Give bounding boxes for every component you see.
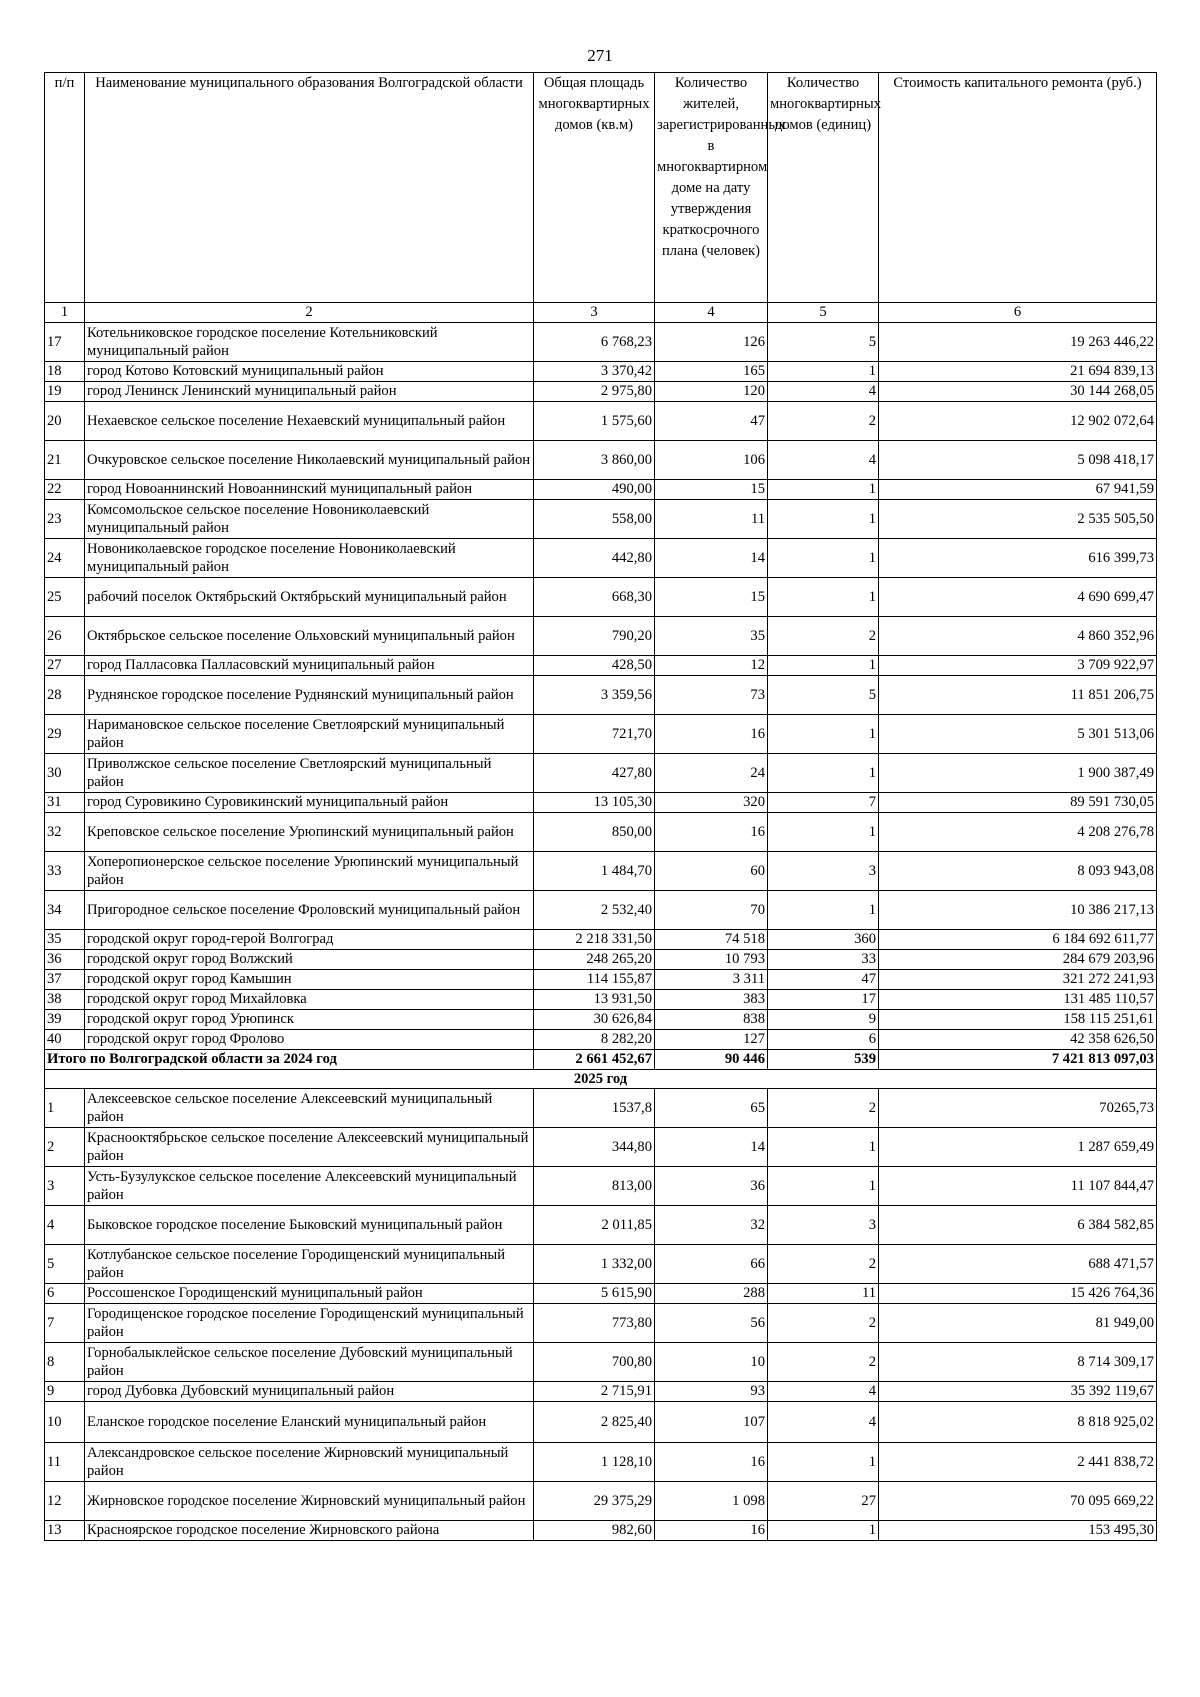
residents-value: 16: [655, 1443, 768, 1482]
houses-value: 1: [768, 362, 879, 382]
total-cost: 7 421 813 097,03: [879, 1050, 1157, 1070]
row-number: 20: [45, 402, 85, 441]
houses-value: 5: [768, 676, 879, 715]
table-row: [45, 813, 1157, 852]
cost-value: 2 535 505,50: [879, 500, 1157, 539]
row-number: 2: [45, 1128, 85, 1167]
table-row: [45, 656, 1157, 676]
column-number: 4: [655, 303, 768, 323]
area-value: 8 282,20: [534, 1030, 655, 1050]
municipality-name: Котлубанское сельское поселение Городищенский муниципальный район: [85, 1245, 534, 1284]
area-value: 2 715,91: [534, 1382, 655, 1402]
residents-value: 127: [655, 1030, 768, 1050]
residents-value: 65: [655, 1089, 768, 1128]
table-row: [45, 1089, 1157, 1128]
residents-value: 70: [655, 891, 768, 930]
municipality-name: городской округ город Михайловка: [85, 990, 534, 1010]
table-row: [45, 441, 1157, 480]
cost-value: 6 184 692 611,77: [879, 930, 1157, 950]
page-number: 271: [587, 46, 613, 65]
row-number: 23: [45, 500, 85, 539]
municipality-name: Красноярское городское поселение Жирновского района: [85, 1521, 534, 1541]
municipality-name: Котельниковское городское поселение Котельниковский муниципальный район: [85, 323, 534, 362]
table-row: [45, 1304, 1157, 1343]
cost-value: 131 485 110,57: [879, 990, 1157, 1010]
row-number: 30: [45, 754, 85, 793]
cost-value: 11 851 206,75: [879, 676, 1157, 715]
residents-value: 120: [655, 382, 768, 402]
houses-value: 2: [768, 617, 879, 656]
municipality-name: Руднянское городское поселение Руднянский муниципальный район: [85, 676, 534, 715]
houses-value: 2: [768, 1343, 879, 1382]
table-row: [45, 402, 1157, 441]
row-number: 24: [45, 539, 85, 578]
municipality-name: Еланское городское поселение Еланский муниципальный район: [85, 1402, 534, 1443]
row-number: 38: [45, 990, 85, 1010]
table-row: [45, 578, 1157, 617]
area-value: 3 860,00: [534, 441, 655, 480]
cost-value: 70 095 669,22: [879, 1482, 1157, 1521]
municipality-name: Краснооктябрьское сельское поселение Алексеевский муниципальный район: [85, 1128, 534, 1167]
houses-value: 4: [768, 1402, 879, 1443]
area-value: 30 626,84: [534, 1010, 655, 1030]
table-row: [45, 1167, 1157, 1206]
residents-value: 1 098: [655, 1482, 768, 1521]
houses-value: 1: [768, 1128, 879, 1167]
total-area: 2 661 452,67: [534, 1050, 655, 1070]
row-number: 35: [45, 930, 85, 950]
municipality-name: город Палласовка Палласовский муниципальный район: [85, 656, 534, 676]
table-row: [45, 1443, 1157, 1482]
area-value: 773,80: [534, 1304, 655, 1343]
column-number: 2: [85, 303, 534, 323]
residents-value: 12: [655, 656, 768, 676]
houses-value: 3: [768, 1206, 879, 1245]
cost-value: 284 679 203,96: [879, 950, 1157, 970]
table-body: [45, 323, 1157, 1541]
houses-value: 4: [768, 441, 879, 480]
municipality-name: Комсомольское сельское поселение Новониколаевский муниципальный район: [85, 500, 534, 539]
cost-value: 21 694 839,13: [879, 362, 1157, 382]
residents-value: 47: [655, 402, 768, 441]
houses-value: 6: [768, 1030, 879, 1050]
cost-value: 8 714 309,17: [879, 1343, 1157, 1382]
area-value: 1 128,10: [534, 1443, 655, 1482]
residents-value: 106: [655, 441, 768, 480]
houses-value: 3: [768, 852, 879, 891]
area-value: 1 575,60: [534, 402, 655, 441]
municipality-name: Городищенское городское поселение Городищенский муниципальный район: [85, 1304, 534, 1343]
municipality-name: городской округ город-герой Волгоград: [85, 930, 534, 950]
header-cost: Стоимость капитального ремонта (руб.): [879, 73, 1157, 303]
area-value: 700,80: [534, 1343, 655, 1382]
houses-value: 2: [768, 1304, 879, 1343]
row-number: 21: [45, 441, 85, 480]
municipality-name: Очкуровское сельское поселение Николаевский муниципальный район: [85, 441, 534, 480]
area-value: 790,20: [534, 617, 655, 656]
table-row: [45, 323, 1157, 362]
residents-value: 16: [655, 1521, 768, 1541]
row-number: 34: [45, 891, 85, 930]
municipality-name: Наримановское сельское поселение Светлоярский муниципальный район: [85, 715, 534, 754]
houses-value: 360: [768, 930, 879, 950]
cost-value: 70265,73: [879, 1089, 1157, 1128]
cost-value: 12 902 072,64: [879, 402, 1157, 441]
column-number: 6: [879, 303, 1157, 323]
cost-value: 1 900 387,49: [879, 754, 1157, 793]
row-number: 11: [45, 1443, 85, 1482]
area-value: 3 359,56: [534, 676, 655, 715]
table-row: [45, 362, 1157, 382]
table-row: [45, 1128, 1157, 1167]
table-row: [45, 1521, 1157, 1541]
residents-value: 60: [655, 852, 768, 891]
houses-value: 1: [768, 891, 879, 930]
cost-value: 153 495,30: [879, 1521, 1157, 1541]
cost-value: 321 272 241,93: [879, 970, 1157, 990]
cost-value: 15 426 764,36: [879, 1284, 1157, 1304]
area-value: 2 532,40: [534, 891, 655, 930]
houses-value: 1: [768, 578, 879, 617]
residents-value: 15: [655, 480, 768, 500]
cost-value: 158 115 251,61: [879, 1010, 1157, 1030]
residents-value: 36: [655, 1167, 768, 1206]
table-row: [45, 930, 1157, 950]
municipality-name: город Ленинск Ленинский муниципальный район: [85, 382, 534, 402]
row-number: 33: [45, 852, 85, 891]
table-row: [45, 617, 1157, 656]
municipality-name: город Суровикино Суровикинский муниципальный район: [85, 793, 534, 813]
table-row: [45, 676, 1157, 715]
residents-value: 24: [655, 754, 768, 793]
area-value: 813,00: [534, 1167, 655, 1206]
total-houses: 539: [768, 1050, 879, 1070]
area-value: 6 768,23: [534, 323, 655, 362]
row-number: 6: [45, 1284, 85, 1304]
area-value: 427,80: [534, 754, 655, 793]
row-number: 8: [45, 1343, 85, 1382]
area-value: 490,00: [534, 480, 655, 500]
municipality-name: Быковское городское поселение Быковский муниципальный район: [85, 1206, 534, 1245]
table-row: [45, 754, 1157, 793]
municipality-name: Алексеевское сельское поселение Алексеевский муниципальный район: [85, 1089, 534, 1128]
municipality-name: город Дубовка Дубовский муниципальный район: [85, 1382, 534, 1402]
row-number: 32: [45, 813, 85, 852]
municipality-name: Усть-Бузулукское сельское поселение Алексеевский муниципальный район: [85, 1167, 534, 1206]
municipality-name: Креповское сельское поселение Урюпинский муниципальный район: [85, 813, 534, 852]
residents-value: 126: [655, 323, 768, 362]
area-value: 29 375,29: [534, 1482, 655, 1521]
residents-value: 35: [655, 617, 768, 656]
cost-value: 11 107 844,47: [879, 1167, 1157, 1206]
municipality-name: Пригородное сельское поселение Фроловский муниципальный район: [85, 891, 534, 930]
table-row: [45, 950, 1157, 970]
row-number: 17: [45, 323, 85, 362]
area-value: 1537,8: [534, 1089, 655, 1128]
residents-value: 165: [655, 362, 768, 382]
cost-value: 6 384 582,85: [879, 1206, 1157, 1245]
houses-value: 1: [768, 480, 879, 500]
municipality-name: Нехаевское сельское поселение Нехаевский муниципальный район: [85, 402, 534, 441]
area-value: 2 975,80: [534, 382, 655, 402]
row-number: 13: [45, 1521, 85, 1541]
residents-value: 74 518: [655, 930, 768, 950]
residents-value: 10: [655, 1343, 768, 1382]
area-value: 721,70: [534, 715, 655, 754]
residents-value: 16: [655, 715, 768, 754]
row-number: 12: [45, 1482, 85, 1521]
capital-repair-table: [44, 72, 1157, 1541]
houses-value: 1: [768, 539, 879, 578]
area-value: 1 332,00: [534, 1245, 655, 1284]
municipality-name: город Котово Котовский муниципальный район: [85, 362, 534, 382]
area-value: 13 931,50: [534, 990, 655, 1010]
row-number: 3: [45, 1167, 85, 1206]
residents-value: 14: [655, 1128, 768, 1167]
cost-value: 30 144 268,05: [879, 382, 1157, 402]
residents-value: 838: [655, 1010, 768, 1030]
houses-value: 2: [768, 1245, 879, 1284]
area-value: 114 155,87: [534, 970, 655, 990]
houses-value: 5: [768, 323, 879, 362]
cost-value: 616 399,73: [879, 539, 1157, 578]
cost-value: 5 098 418,17: [879, 441, 1157, 480]
cost-value: 4 208 276,78: [879, 813, 1157, 852]
municipality-name: Приволжское сельское поселение Светлоярский муниципальный район: [85, 754, 534, 793]
houses-value: 1: [768, 813, 879, 852]
houses-value: 47: [768, 970, 879, 990]
residents-value: 15: [655, 578, 768, 617]
houses-value: 17: [768, 990, 879, 1010]
table-row: [45, 500, 1157, 539]
row-number: 4: [45, 1206, 85, 1245]
area-value: 668,30: [534, 578, 655, 617]
cost-value: 10 386 217,13: [879, 891, 1157, 930]
header-residents: Количество жителей, зарегистрированных в многоквартирном доме на дату утверждения краткосрочного плана (человек): [655, 73, 768, 303]
area-value: 428,50: [534, 656, 655, 676]
municipality-name: Октябрьское сельское поселение Ольховский муниципальный район: [85, 617, 534, 656]
municipality-name: городской округ город Волжский: [85, 950, 534, 970]
area-value: 982,60: [534, 1521, 655, 1541]
area-value: 248 265,20: [534, 950, 655, 970]
table-row: [45, 1206, 1157, 1245]
cost-value: 3 709 922,97: [879, 656, 1157, 676]
residents-value: 288: [655, 1284, 768, 1304]
row-number: 39: [45, 1010, 85, 1030]
table-row: [45, 382, 1157, 402]
houses-value: 11: [768, 1284, 879, 1304]
header-area: Общая площадь многоквартирных домов (кв.м): [534, 73, 655, 303]
municipality-name: Жирновское городское поселение Жирновский муниципальный район: [85, 1482, 534, 1521]
table-row: [45, 1482, 1157, 1521]
residents-value: 73: [655, 676, 768, 715]
houses-value: 4: [768, 1382, 879, 1402]
row-number: 18: [45, 362, 85, 382]
cost-value: 4 690 699,47: [879, 578, 1157, 617]
total-residents: 90 446: [655, 1050, 768, 1070]
row-number: 37: [45, 970, 85, 990]
municipality-name: городской округ город Урюпинск: [85, 1010, 534, 1030]
cost-value: 89 591 730,05: [879, 793, 1157, 813]
cost-value: 5 301 513,06: [879, 715, 1157, 754]
residents-value: 107: [655, 1402, 768, 1443]
row-number: 27: [45, 656, 85, 676]
municipality-name: Новониколаевское городское поселение Новониколаевский муниципальный район: [85, 539, 534, 578]
residents-value: 32: [655, 1206, 768, 1245]
area-value: 558,00: [534, 500, 655, 539]
municipality-name: город Новоаннинский Новоаннинский муниципальный район: [85, 480, 534, 500]
municipality-name: рабочий поселок Октябрьский Октябрьский муниципальный район: [85, 578, 534, 617]
row-number: 40: [45, 1030, 85, 1050]
table-row: [45, 970, 1157, 990]
table-row: [45, 1284, 1157, 1304]
houses-value: 1: [768, 500, 879, 539]
table-row: [45, 1402, 1157, 1443]
row-number: 31: [45, 793, 85, 813]
header-municipality: Наименование муниципального образования Волгоградской области: [85, 73, 534, 303]
houses-value: 1: [768, 656, 879, 676]
residents-value: 93: [655, 1382, 768, 1402]
municipality-name: Горнобалыклейское сельское поселение Дубовский муниципальный район: [85, 1343, 534, 1382]
houses-value: 1: [768, 715, 879, 754]
column-number: 5: [768, 303, 879, 323]
table-row: [45, 1010, 1157, 1030]
area-value: 2 218 331,50: [534, 930, 655, 950]
cost-value: 67 941,59: [879, 480, 1157, 500]
municipality-name: городской округ город Фролово: [85, 1030, 534, 1050]
houses-value: 2: [768, 1089, 879, 1128]
table-row: [45, 793, 1157, 813]
municipality-name: Россошенское Городищенский муниципальный район: [85, 1284, 534, 1304]
row-number: 7: [45, 1304, 85, 1343]
cost-value: 81 949,00: [879, 1304, 1157, 1343]
houses-value: 4: [768, 382, 879, 402]
residents-value: 66: [655, 1245, 768, 1284]
area-value: 850,00: [534, 813, 655, 852]
cost-value: 1 287 659,49: [879, 1128, 1157, 1167]
residents-value: 320: [655, 793, 768, 813]
cost-value: 35 392 119,67: [879, 1382, 1157, 1402]
cost-value: 8 093 943,08: [879, 852, 1157, 891]
area-value: 5 615,90: [534, 1284, 655, 1304]
residents-value: 14: [655, 539, 768, 578]
total-label: Итого по Волгоградской области за 2024 год: [45, 1050, 534, 1070]
cost-value: 4 860 352,96: [879, 617, 1157, 656]
row-number: 22: [45, 480, 85, 500]
cost-value: 42 358 626,50: [879, 1030, 1157, 1050]
houses-value: 1: [768, 1443, 879, 1482]
houses-value: 2: [768, 402, 879, 441]
residents-value: 16: [655, 813, 768, 852]
houses-value: 9: [768, 1010, 879, 1030]
header-houses: Количество многоквартирных домов (единиц): [768, 73, 879, 303]
column-number-row: [45, 303, 1157, 323]
area-value: 13 105,30: [534, 793, 655, 813]
area-value: 2 011,85: [534, 1206, 655, 1245]
area-value: 2 825,40: [534, 1402, 655, 1443]
residents-value: 11: [655, 500, 768, 539]
cost-value: 688 471,57: [879, 1245, 1157, 1284]
column-number: 3: [534, 303, 655, 323]
header-row-number: п/п: [45, 73, 85, 303]
houses-value: 1: [768, 754, 879, 793]
area-value: 1 484,70: [534, 852, 655, 891]
table-row: [45, 891, 1157, 930]
row-number: 5: [45, 1245, 85, 1284]
section-row: [45, 1070, 1157, 1089]
total-row: [45, 1050, 1157, 1070]
table-row: [45, 1382, 1157, 1402]
table-row: [45, 539, 1157, 578]
cost-value: 2 441 838,72: [879, 1443, 1157, 1482]
row-number: 19: [45, 382, 85, 402]
row-number: 1: [45, 1089, 85, 1128]
residents-value: 56: [655, 1304, 768, 1343]
municipality-name: Александровское сельское поселение Жирновский муниципальный район: [85, 1443, 534, 1482]
table-row: [45, 1245, 1157, 1284]
municipality-name: городской округ город Камышин: [85, 970, 534, 990]
row-number: 9: [45, 1382, 85, 1402]
area-value: 344,80: [534, 1128, 655, 1167]
area-value: 3 370,42: [534, 362, 655, 382]
table-row: [45, 990, 1157, 1010]
row-number: 10: [45, 1402, 85, 1443]
houses-value: 33: [768, 950, 879, 970]
section-heading-2025: 2025 год: [45, 1070, 1157, 1089]
table-row: [45, 1030, 1157, 1050]
houses-value: 1: [768, 1521, 879, 1541]
residents-value: 3 311: [655, 970, 768, 990]
row-number: 25: [45, 578, 85, 617]
houses-value: 27: [768, 1482, 879, 1521]
table-row: [45, 852, 1157, 891]
column-number: 1: [45, 303, 85, 323]
row-number: 26: [45, 617, 85, 656]
table-row: [45, 480, 1157, 500]
table-row: [45, 715, 1157, 754]
row-number: 28: [45, 676, 85, 715]
table-header: [45, 73, 1157, 323]
houses-value: 1: [768, 1167, 879, 1206]
residents-value: 10 793: [655, 950, 768, 970]
municipality-name: Хоперопионерское сельское поселение Урюпинский муниципальный район: [85, 852, 534, 891]
cost-value: 19 263 446,22: [879, 323, 1157, 362]
area-value: 442,80: [534, 539, 655, 578]
houses-value: 7: [768, 793, 879, 813]
row-number: 29: [45, 715, 85, 754]
residents-value: 383: [655, 990, 768, 1010]
cost-value: 8 818 925,02: [879, 1402, 1157, 1443]
table-row: [45, 1343, 1157, 1382]
row-number: 36: [45, 950, 85, 970]
